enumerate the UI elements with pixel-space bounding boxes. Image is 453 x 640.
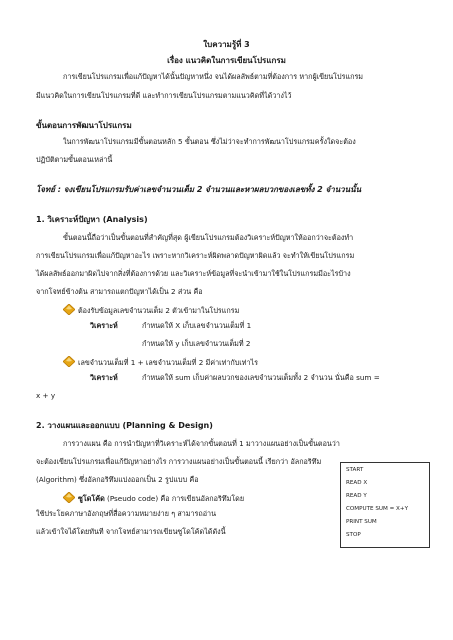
- diamond-bullet-icon: [63, 356, 75, 367]
- pseudocode-line: PRINT SUM: [346, 519, 377, 525]
- intro-line-2: มีแนวคิดในการเขียนโปรแกรมที่ดี และทำการเขียนโปรแกรมตามแนวคิดที่ได้วางไว้: [36, 91, 292, 100]
- pseudocode-line: READ X: [346, 480, 368, 486]
- pseudocode-line: START: [346, 467, 364, 473]
- section-1-title: 1. วิเคราะห์ปัญหา (Analysis): [36, 215, 148, 224]
- bullet-item-2: [63, 356, 258, 368]
- pseudo-code-desc: (Pseudo code) คือ การเขียนอัลกอริทึมโดย: [104, 494, 245, 503]
- dev-steps-line-2: ปฏิบัติตามขั้นตอนเหล่านี้: [36, 155, 113, 164]
- pseudocode-line: COMPUTE SUM = X+Y: [346, 506, 408, 512]
- pseudocode-box: [340, 462, 430, 548]
- diamond-bullet-icon: [63, 304, 75, 315]
- pseudo-code-bullet: [63, 492, 244, 504]
- bullet-item-1-text: ต้องรับข้อมูลเลขจำนวนเต็ม 2 ตัวเข้ามาในโปรแกรม: [78, 306, 240, 315]
- analyze-line-3-cont: x + y: [36, 391, 56, 400]
- problem-statement: โจทย์ : จงเขียนโปรแกรมรับค่าเลขจำนวนเต็ม 2 จำนวนและหาผลบวกของเลขทั้ง 2 จำนวนนั้น: [36, 185, 362, 194]
- analyze-line-1: กำหนดให้ X เก็บเลขจำนวนเต็มที่ 1: [142, 321, 252, 330]
- section-2-title: 2. วางแผนและออกแบบ (Planning & Design): [36, 421, 213, 430]
- bullet-item-1: [63, 304, 239, 316]
- analyze-label-2: วิเคราะห์: [90, 373, 118, 382]
- diamond-bullet-icon: [63, 492, 75, 503]
- pseudo-line-2: แล้วเข้าใจได้โดยทันที จากโจทย์สามารถเขียนซูโดโค้ดได้ดังนี้: [36, 527, 226, 536]
- section-2-line-1: การวางแผน คือ การนำปัญหาที่วิเคราะห์ได้จากขั้นตอนที่ 1 มาวางแผนอย่างเป็นขั้นตอนว่า: [63, 439, 340, 448]
- section-2-line-2: จะต้องเขียนโปรแกรมเพื่อแก้ปัญหาอย่างไร การวางแผนอย่างเป็นขั้นตอนนี้ เรียกว่า อัลกอริทึม: [36, 457, 322, 466]
- lesson-number: ใบความรู้ที่ 3: [203, 40, 250, 49]
- analyze-line-3: กำหนดให้ sum เก็บค่าผลบวกของเลขจำนวนเต็มทั้ง 2 จำนวน นั่นคือ sum =: [142, 373, 380, 382]
- pseudocode-line: STOP: [346, 532, 361, 538]
- pseudo-line-1: ใช้ประโยคภาษาอังกฤษที่สื่อความหมายง่าย ๆ สามารถอ่าน: [36, 509, 217, 518]
- intro-line-1: การเขียนโปรแกรมเพื่อแก้ปัญหาได้นั้นปัญหาหนึ่ง จนได้ผลลัพธ์ตามที่ต้องการ หากผู้เขียนโปรแกรม: [63, 72, 364, 81]
- analyze-label-1: วิเคราะห์: [90, 321, 118, 330]
- dev-steps-line-1: ในการพัฒนาโปรแกรมมีขั้นตอนหลัก 5 ขั้นตอน ซึ่งไม่ว่าจะทำการพัฒนาโปรแกรมครั้งใดจะต้อง: [63, 137, 356, 146]
- bullet-item-2-text: เลขจำนวนเต็มที่ 1 + เลขจำนวนเต็มที่ 2 มีค่าเท่ากับเท่าไร: [78, 358, 258, 367]
- section-1-line-2: การเขียนโปรแกรมเพื่อแก้ปัญหาอะไร เพราะหากวิเคราะห์ผิดพลาดปัญหาผิดแล้ว จะทำให้เขียนโปรแกรม: [36, 251, 355, 260]
- lesson-topic: เรื่อง แนวคิดในการเขียนโปรแกรม: [167, 56, 286, 65]
- pseudocode-line: READ Y: [346, 493, 367, 499]
- section-1-line-1: ขั้นตอนนี้ถือว่าเป็นขั้นตอนที่สำคัญที่สุด ผู้เขียนโปรแกรมต้องวิเคราะห์ปัญหาให้ออกว่าจะต้องทำ: [63, 233, 354, 242]
- section-1-line-3: ได้ผลลัพธ์ออกมาผิดไปจากสิ่งที่ต้องการด้วย และวิเคราะห์ข้อมูลที่จะนำเข้ามาใช้ในโปรแกรมมีอะไรบ้าง: [36, 269, 351, 278]
- section-2-line-3: (Algorithm) ซึ่งอัลกอริทึมแบ่งออกเป็น 2 รูปแบบ คือ: [36, 475, 199, 484]
- pseudo-code-label: ซูโดโค้ด: [78, 494, 105, 503]
- analyze-line-2: กำหนดให้ y เก็บเลขจำนวนเต็มที่ 2: [142, 339, 251, 348]
- dev-steps-title: ขั้นตอนการพัฒนาโปรแกรม: [36, 121, 132, 130]
- section-1-line-4: จากโจทย์ข้างต้น สามารถแตกปัญหาได้เป็น 2 ส่วน คือ: [36, 287, 203, 296]
